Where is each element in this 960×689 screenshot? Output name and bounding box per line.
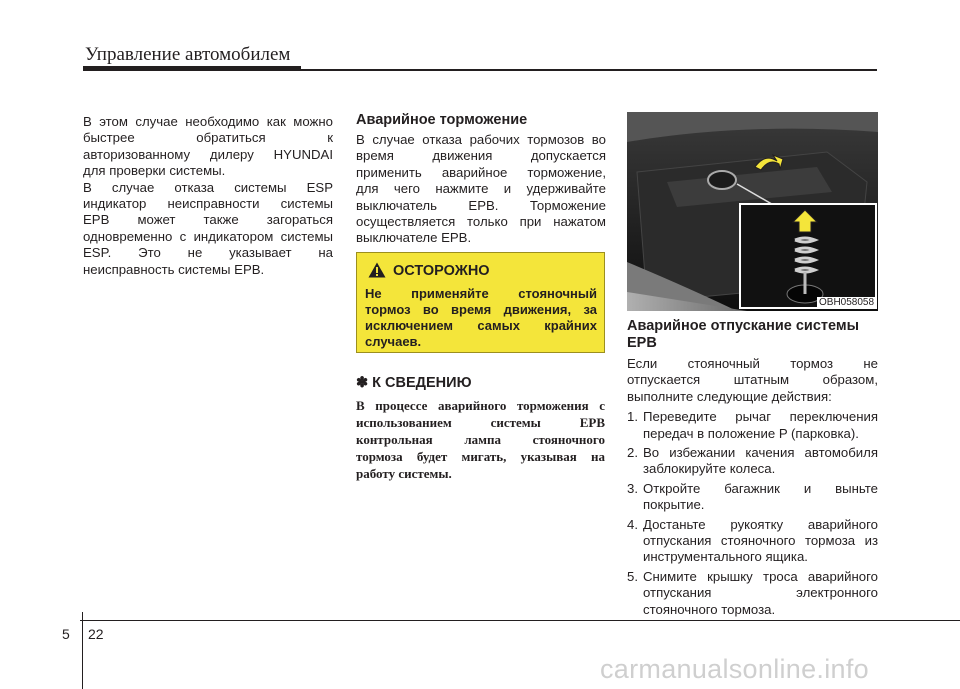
text-line: применить аварийное торможение,: [356, 164, 606, 180]
list-item: [627, 569, 878, 618]
text-line: контрольная лампа стояночного: [356, 432, 605, 447]
caution-title: ОСТОРОЖНО: [393, 263, 490, 279]
header-rule-thick: [83, 66, 301, 71]
text-line: для чего нажмите и удерживайте: [356, 181, 606, 197]
text-line: использованием системы EPB: [356, 415, 605, 430]
text-line: передач в положение P (парковка).: [643, 425, 859, 441]
text-line: исключением самых крайних: [365, 318, 597, 333]
header-rule-thin: [301, 69, 877, 71]
text-line: выполните следующие действия:: [627, 388, 832, 404]
emergency-braking-section: [356, 112, 606, 247]
text-line: Снимите крышку троса аварийного: [643, 568, 878, 584]
emergency-braking-text: [356, 132, 606, 247]
text-line: время движения допускается: [356, 148, 606, 164]
text-line: заблокируйте колеса.: [643, 461, 776, 477]
text-line: авторизованному дилеру HYUNDAI: [83, 146, 333, 162]
text-line: стояночного тормоза.: [643, 601, 776, 617]
list-item: [627, 445, 878, 478]
heading-line: EPB: [627, 335, 657, 351]
text-line: отпускания стояночного тормоза из: [643, 533, 878, 549]
emergency-braking-heading: Аварийное торможение: [356, 112, 528, 128]
step-number: 3.: [627, 480, 638, 496]
step-number: 5.: [627, 568, 638, 584]
footer-divider: [82, 612, 83, 689]
text-line: Переведите рычаг переключения: [643, 409, 878, 425]
text-line: работу системы.: [356, 466, 452, 481]
text-line: Если стояночный тормоз не: [627, 356, 878, 371]
text-line: В процессе аварийного торможения с: [356, 398, 605, 413]
warning-triangle-icon: [368, 262, 386, 278]
heading-line: Аварийное отпускание системы: [627, 318, 859, 334]
emergency-release-heading: [627, 318, 878, 352]
trunk-illustration: [627, 112, 878, 311]
text-line: осуществляется только при нажатом: [356, 214, 606, 230]
caution-box: [356, 252, 605, 353]
text-line: тормоз во время движения, за: [365, 302, 597, 317]
chapter-number: 5: [62, 626, 70, 642]
intro-paragraph: [83, 114, 333, 278]
footer-rule: [80, 620, 960, 621]
text-line: отпускания электронного: [643, 585, 878, 601]
text-line: EPB может также загораться: [83, 212, 333, 228]
text-line: Не применяйте стояночный: [365, 286, 597, 301]
text-line: Достаньте рукоятку аварийного: [643, 516, 878, 532]
text-line: отпускается штатным образом,: [627, 372, 878, 388]
text-line: быстрее обратиться к: [83, 130, 333, 146]
list-item: [627, 481, 878, 514]
release-steps-list: [627, 409, 878, 618]
text-line: инструментального ящика.: [643, 549, 808, 565]
emergency-release-section: [627, 318, 878, 621]
step-number: 1.: [627, 409, 638, 425]
note-text: [356, 397, 605, 482]
figure-label: OBH058058: [819, 297, 875, 308]
text-line: В случае отказа рабочих тормозов во: [356, 132, 606, 147]
text-line: выключатель EPB. Торможение: [356, 197, 606, 213]
text-line: тормоза будет мигать, указывая на: [356, 449, 605, 464]
list-item: [627, 517, 878, 566]
trunk-photo-image: [627, 112, 878, 311]
text-line: В этом случае необходимо как можно: [83, 114, 333, 129]
page-number: 22: [88, 626, 104, 642]
emergency-release-intro: [627, 356, 878, 405]
text-line: одновременно с индикатором системы: [83, 228, 333, 244]
text-line: случаев.: [365, 334, 422, 349]
text-line: ESP. Это не указывает на: [83, 245, 333, 261]
note-title: ✽ К СВЕДЕНИЮ: [356, 375, 472, 391]
step-number: 4.: [627, 516, 638, 532]
text-line: индикатор неисправности системы: [83, 196, 333, 212]
text-line: для проверки системы.: [83, 163, 226, 179]
step-number: 2.: [627, 445, 638, 461]
text-line: неисправность системы EPB.: [83, 261, 265, 277]
list-item: [627, 409, 878, 442]
text-line: покрытие.: [643, 497, 705, 513]
section-title: Управление автомобилем: [85, 44, 291, 65]
text-line: В случае отказа системы ESP: [83, 179, 333, 195]
text-line: Откройте багажник и выньте: [643, 480, 878, 496]
caution-text: [365, 286, 597, 350]
text-line: Во избежании качения автомобиля: [643, 445, 878, 461]
text-line: выключателе EPB.: [356, 230, 472, 246]
watermark: carmanualsonline.info: [600, 654, 869, 684]
